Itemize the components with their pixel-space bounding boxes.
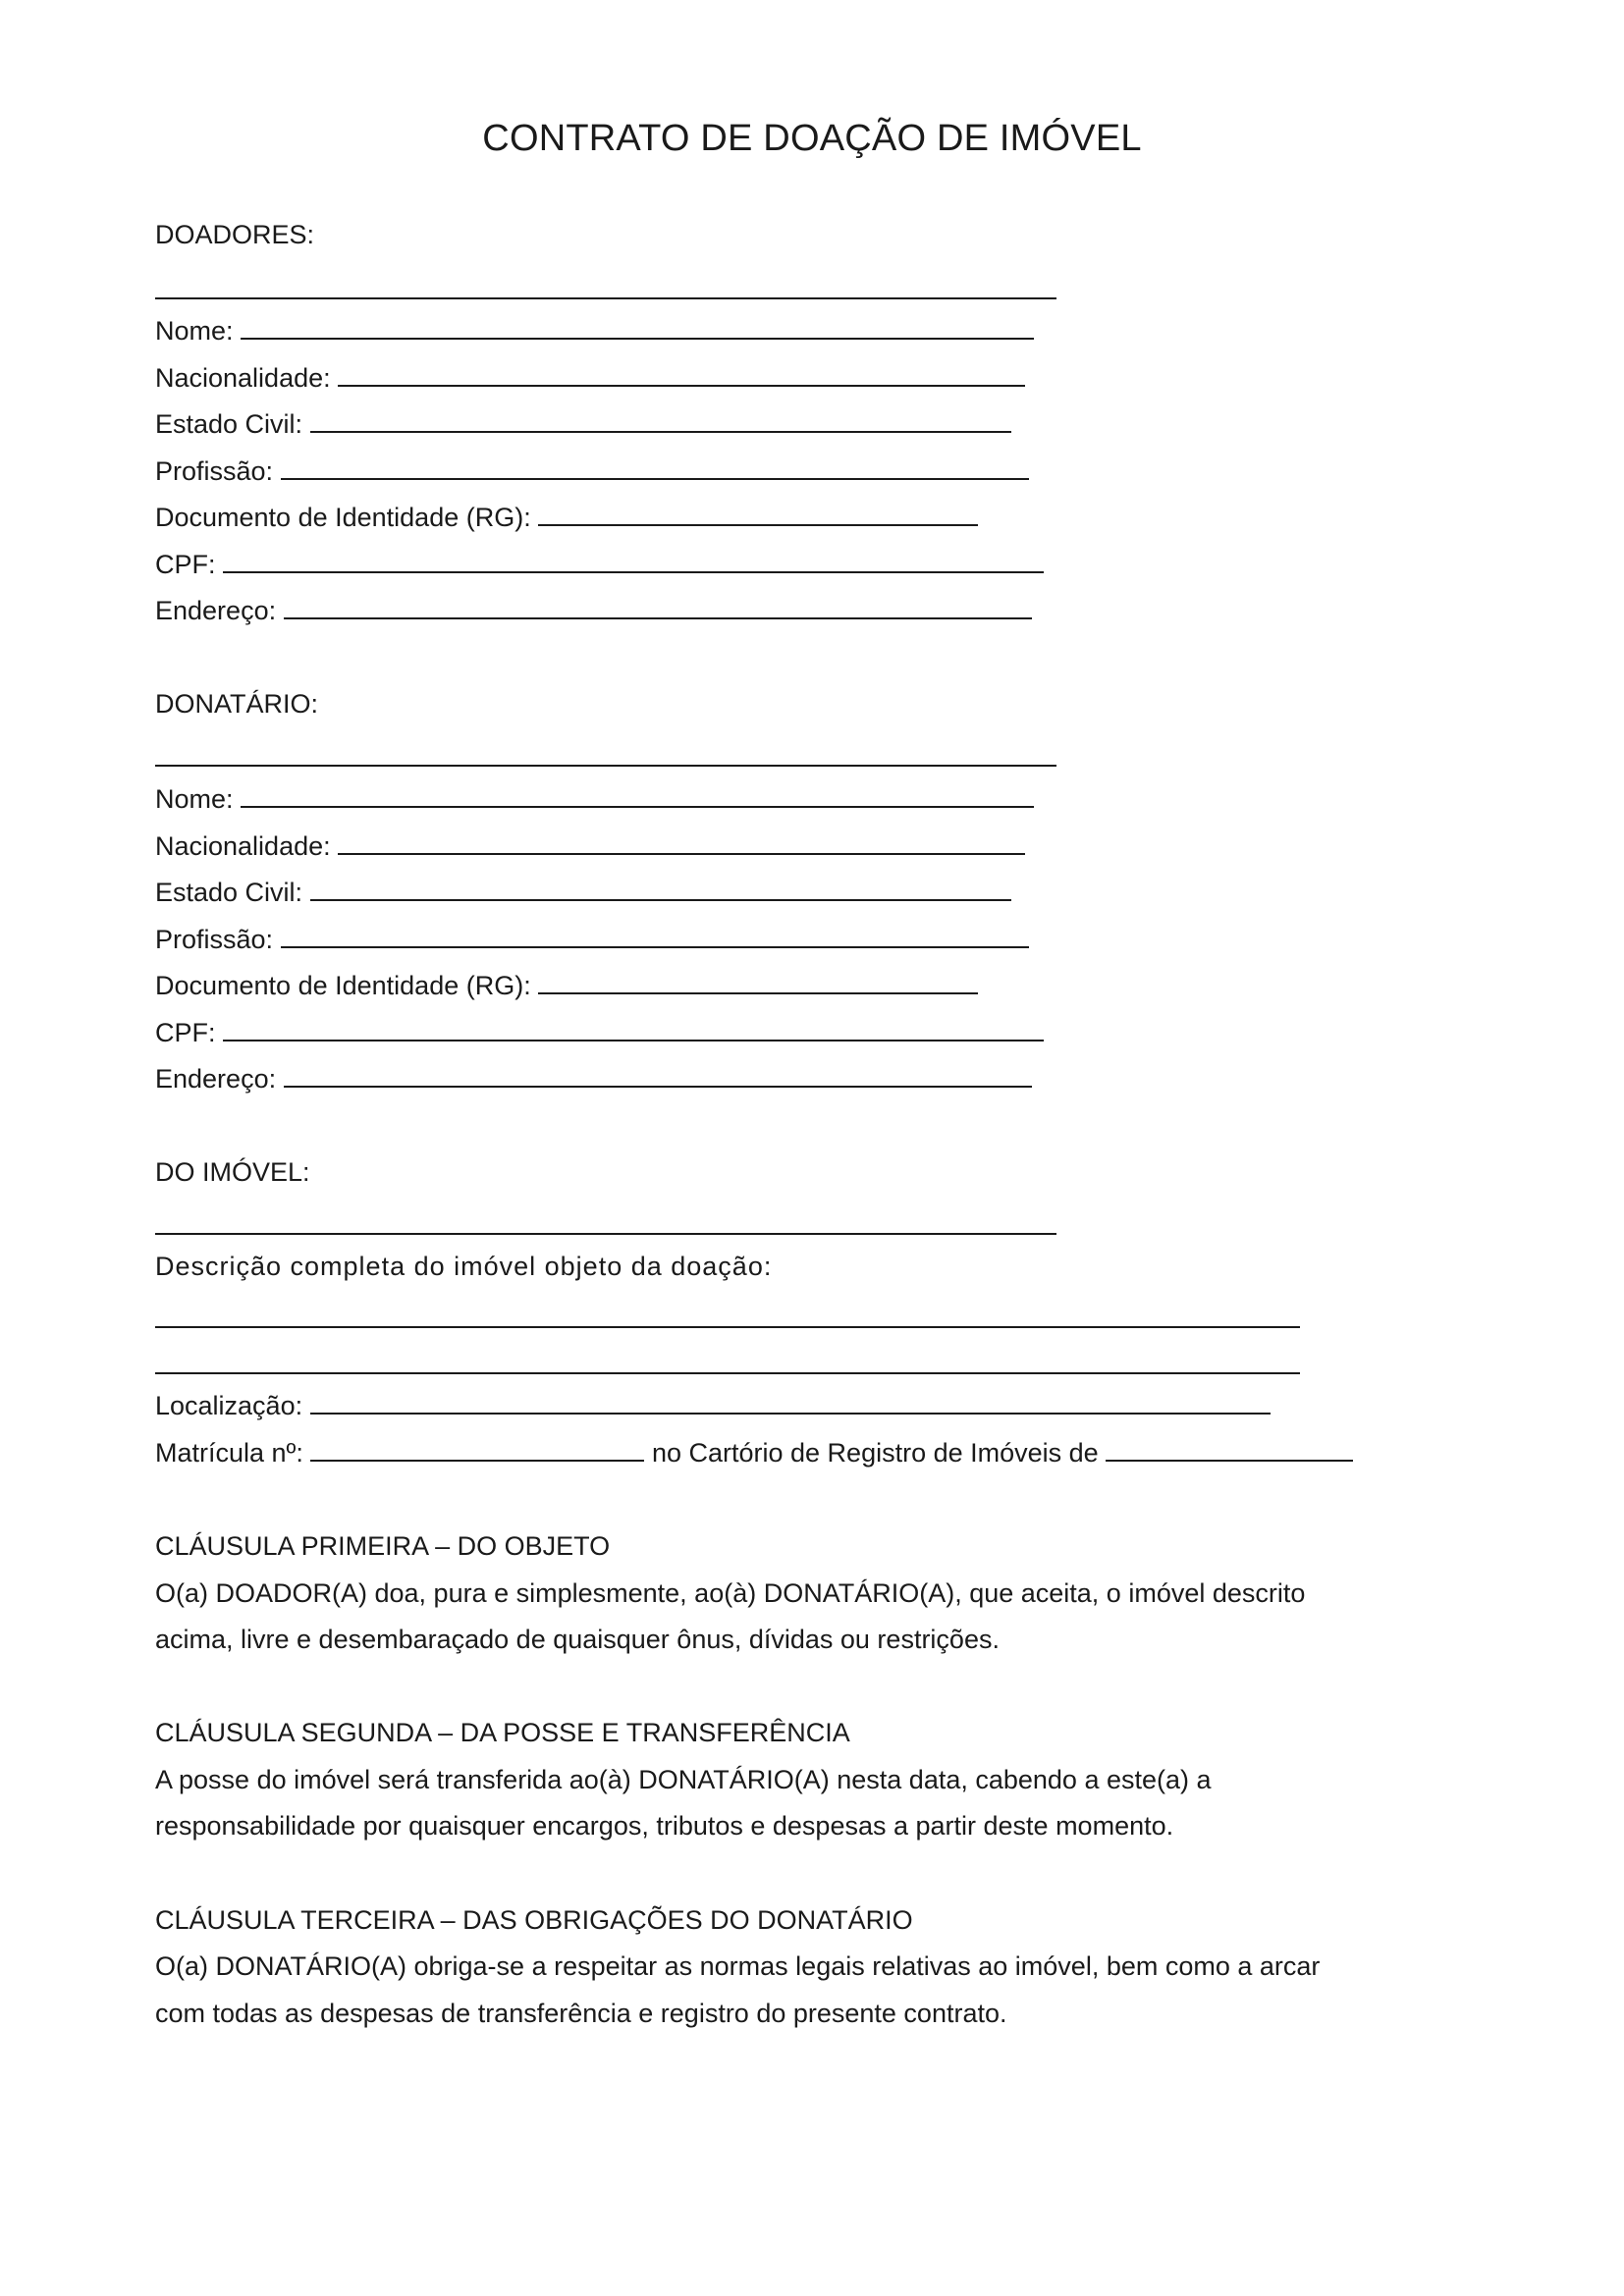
donatario-estado-civil-blank[interactable] <box>310 878 1011 901</box>
imovel-localizacao-row <box>155 1389 1271 1422</box>
imovel-heading: DO IMÓVEL: <box>155 1157 310 1187</box>
doadores-heading: DOADORES: <box>155 220 315 249</box>
imovel-localizacao-blank[interactable] <box>310 1391 1271 1415</box>
doadores-cpf-row <box>155 548 1044 581</box>
doadores-rg-row <box>155 501 978 534</box>
imovel-matricula-blank[interactable] <box>310 1438 644 1462</box>
donatario-nome-row <box>155 782 1034 816</box>
imovel-matricula-row <box>155 1436 1353 1469</box>
clausula-terceira-text-line-2: com todas as despesas de transferência e registro do presente contrato. <box>155 1999 1007 2028</box>
doadores-nacionalidade-row <box>155 361 1025 395</box>
doadores-rg-label: Documento de Identidade (RG): <box>155 503 531 532</box>
doadores-estado-civil-label: Estado Civil: <box>155 409 303 439</box>
donatario-rg-label: Documento de Identidade (RG): <box>155 971 531 1000</box>
doadores-rg-blank[interactable] <box>538 503 978 526</box>
donatario-heading: DONATÁRIO: <box>155 689 319 719</box>
imovel-descricao-label: Descrição completa do imóvel objeto da doação: <box>155 1252 773 1281</box>
donatario-estado-civil-label: Estado Civil: <box>155 878 303 907</box>
doadores-estado-civil-blank[interactable] <box>310 409 1011 433</box>
doadores-endereco-label: Endereço: <box>155 596 277 625</box>
doadores-profissao-label: Profissão: <box>155 456 274 486</box>
imovel-localizacao-label: Localização: <box>155 1391 303 1420</box>
donatario-cpf-label: CPF: <box>155 1018 216 1047</box>
donatario-estado-civil-row <box>155 876 1011 909</box>
donatario-endereco-row <box>155 1062 1032 1095</box>
doadores-nome-label: Nome: <box>155 316 234 346</box>
doadores-separator-line <box>155 297 1056 299</box>
clausula-primeira-heading: CLÁUSULA PRIMEIRA – DO OBJETO <box>155 1531 611 1561</box>
doadores-nacionalidade-blank[interactable] <box>338 363 1025 387</box>
clausula-primeira-text-line-2: acima, livre e desembaraçado de quaisquer ônus, dívidas ou restrições. <box>155 1625 1000 1654</box>
donatario-cpf-row <box>155 1016 1044 1049</box>
imovel-cartorio-blank[interactable] <box>1106 1438 1353 1462</box>
doadores-endereco-blank[interactable] <box>284 596 1032 619</box>
donatario-profissao-blank[interactable] <box>281 925 1029 948</box>
clausula-segunda-heading: CLÁUSULA SEGUNDA – DA POSSE E TRANSFERÊNCIA <box>155 1718 850 1747</box>
clausula-segunda-text-line-2: responsabilidade por quaisquer encargos, tributos e despesas a partir deste momento. <box>155 1811 1174 1841</box>
doadores-cpf-blank[interactable] <box>223 550 1044 573</box>
imovel-separator-line <box>155 1233 1056 1235</box>
doadores-nome-row <box>155 314 1034 347</box>
donatario-endereco-blank[interactable] <box>284 1064 1032 1088</box>
imovel-descricao-blank-1[interactable] <box>155 1326 1300 1328</box>
document-title: CONTRATO DE DOAÇÃO DE IMÓVEL <box>482 118 1142 159</box>
doadores-estado-civil-row <box>155 407 1011 441</box>
donatario-nacionalidade-blank[interactable] <box>338 831 1025 855</box>
donatario-nacionalidade-label: Nacionalidade: <box>155 831 331 861</box>
donatario-rg-blank[interactable] <box>538 971 978 994</box>
doadores-endereco-row <box>155 594 1032 627</box>
doadores-nacionalidade-label: Nacionalidade: <box>155 363 331 393</box>
donatario-endereco-label: Endereço: <box>155 1064 277 1094</box>
clausula-segunda-text-line-1: A posse do imóvel será transferida ao(à) DONATÁRIO(A) nesta data, cabendo a este(a) a <box>155 1765 1212 1794</box>
doadores-profissao-blank[interactable] <box>281 456 1029 480</box>
donatario-rg-row <box>155 969 978 1002</box>
imovel-descricao-blank-2[interactable] <box>155 1372 1300 1374</box>
doadores-cpf-label: CPF: <box>155 550 216 579</box>
clausula-terceira-heading: CLÁUSULA TERCEIRA – DAS OBRIGAÇÕES DO DONATÁRIO <box>155 1905 913 1935</box>
donatario-profissao-row <box>155 923 1029 956</box>
doadores-profissao-row <box>155 454 1029 488</box>
donatario-nacionalidade-row <box>155 829 1025 863</box>
donatario-cpf-blank[interactable] <box>223 1018 1044 1041</box>
clausula-terceira-text-line-1: O(a) DONATÁRIO(A) obriga-se a respeitar as normas legais relativas ao imóvel, bem como a arcar <box>155 1951 1321 1981</box>
donatario-nome-label: Nome: <box>155 784 234 814</box>
donatario-profissao-label: Profissão: <box>155 925 274 954</box>
doadores-nome-blank[interactable] <box>241 316 1034 340</box>
imovel-matricula-label: Matrícula nº: <box>155 1438 303 1468</box>
imovel-cartorio-label: no Cartório de Registro de Imóveis de <box>651 1438 1099 1468</box>
clausula-primeira-text-line-1: O(a) DOADOR(A) doa, pura e simplesmente, ao(à) DONATÁRIO(A), que aceita, o imóvel descrito <box>155 1578 1306 1608</box>
donatario-nome-blank[interactable] <box>241 784 1034 808</box>
donatario-separator-line <box>155 765 1056 767</box>
